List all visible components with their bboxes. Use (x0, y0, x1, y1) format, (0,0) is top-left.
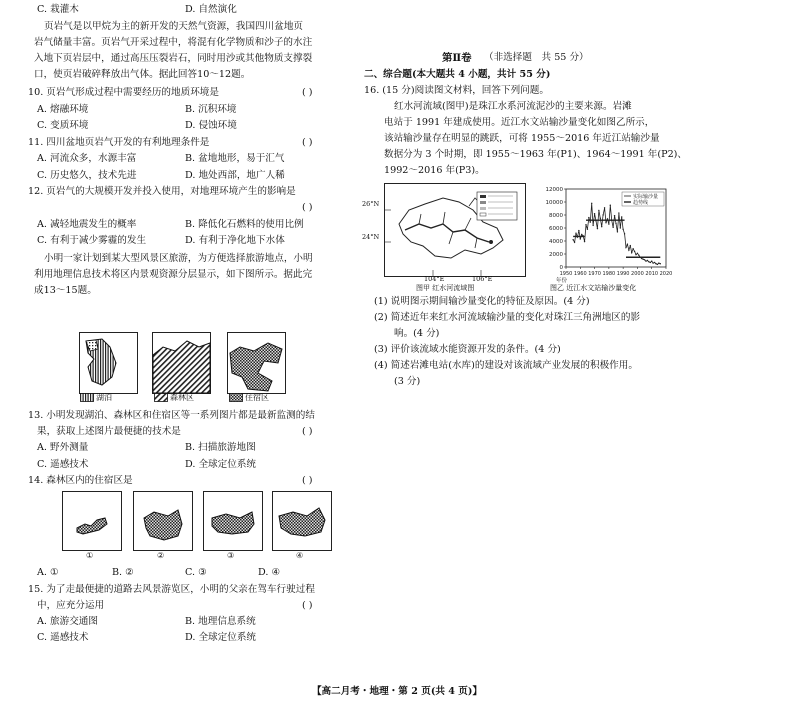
passage1-line1: 页岩气是以甲烷为主的新开发的天然气资源，我国四川盆地页 (44, 21, 304, 32)
chart-caption: 图乙 近江水文站输沙量变化 (550, 284, 637, 292)
q13-stem-line1: 13. 小明发现湖泊、森林区和住宿区等一系列图片都是最新监测的结 (28, 410, 315, 421)
chart-point (601, 226, 602, 227)
q14-stem: 14. 森林区内的住宿区是 (28, 475, 133, 486)
chart-point (620, 227, 621, 228)
chart-point (621, 216, 622, 217)
chart-point (590, 221, 591, 222)
q16-passage-line4: 数据分为 3 个时期，即 1955～1963 年(P1)、1964～1991 年(P2)、 (384, 149, 688, 160)
chart-y-tick-label: 6000 (549, 226, 563, 232)
part2-heading: 二、综合题(本大题共 4 小题，共计 55 分) (364, 69, 551, 80)
chart-point (580, 238, 581, 239)
chart-point (588, 217, 589, 218)
passage2-line1: 小明一家计划到某大型风景区旅游，为方便选择旅游地点，小明 (44, 253, 313, 264)
q10-option-b[interactable]: B. 沉积环境 (185, 104, 237, 115)
page-footer: 【高二月考・地理・第 2 页(共 4 页)】 (311, 686, 483, 697)
q10-answer-paren[interactable]: ( ) (302, 87, 313, 98)
chart-point (600, 218, 601, 219)
residential-shape (228, 333, 285, 393)
chart-point (630, 245, 631, 246)
chart-point (607, 218, 608, 219)
passage1-line4: 口，使页岩破碎释放出气体。据此回答10～12题。 (34, 69, 251, 80)
chart-point (651, 260, 652, 261)
q16-sub3: (3) 评价该流域水能资源开发的条件。(4 分) (374, 344, 561, 355)
q13-option-c[interactable]: C. 遥感技术 (37, 459, 89, 470)
map-lon-106: 106°E (472, 275, 493, 283)
q11-option-b[interactable]: B. 盆地地形，易于汇气 (185, 153, 285, 164)
chart-point (584, 241, 585, 242)
q9-option-d: D. 自然演化 (185, 4, 237, 15)
q12-option-d[interactable]: D. 有利于净化地下水体 (185, 235, 285, 246)
chart-point (608, 223, 609, 224)
q14-option-d[interactable]: D. ④ (258, 567, 281, 578)
chart-point (587, 229, 588, 230)
q12-option-a[interactable]: A. 减轻地震发生的概率 (37, 219, 137, 230)
chart-point (628, 249, 629, 250)
q14-image-label-3: ③ (227, 551, 235, 560)
chart-y-tick-label: 0 (559, 265, 563, 271)
chart-point (575, 233, 576, 234)
q12-answer-paren[interactable]: ( ) (302, 202, 313, 213)
chart-point (657, 264, 658, 265)
q11-option-d[interactable]: D. 地处西部，地广人稀 (185, 170, 285, 181)
q13-option-a[interactable]: A. 野外测量 (37, 442, 89, 453)
chart-point (574, 242, 575, 243)
chart-point (581, 234, 582, 235)
chart-point (631, 252, 632, 253)
q11-option-c[interactable]: C. 历史悠久，技术先进 (37, 170, 137, 181)
chart-x-tick-label: 1980 (602, 271, 616, 277)
passage2-line2: 利用地理信息技术将区内景观资源分层显示，如下图所示。据此完 (34, 269, 313, 280)
q14-shape-3 (204, 492, 262, 550)
layer-lake-image (79, 332, 138, 394)
q14-image-1 (62, 491, 122, 551)
q15-stem-line2: 中，应充分运用 (37, 600, 105, 611)
q14-option-b[interactable]: B. ② (112, 567, 134, 578)
q16-sub4-line1: (4) 简述岩滩电站(水库)的建设对该流域产业发展的积极作用。 (374, 360, 638, 371)
q16-passage-line2: 电站于 1991 年建成使用。近江水文站输沙量变化如图乙所示， (384, 117, 655, 128)
chart-x-tick-label: 1960 (573, 271, 587, 277)
chart-x-tick-label: 1970 (588, 271, 601, 277)
chart-point (645, 260, 646, 261)
q13-stem-line2: 果，获取上述图片最便捷的技术是 (37, 426, 181, 437)
passage1-line2: 岩气储量丰富。页岩气开采过程中，将混有化学物质和沙子的水注 (34, 37, 313, 48)
chart-point (655, 263, 656, 264)
q15-option-d[interactable]: D. 全球定位系统 (185, 632, 257, 643)
q14-image-label-4: ④ (296, 551, 304, 560)
chart-point (660, 263, 661, 264)
q16-sub2-line2: 响。(4 分) (394, 328, 440, 339)
chart-point (592, 225, 593, 226)
q13-answer-paren[interactable]: ( ) (302, 426, 313, 437)
q14-image-3 (203, 491, 263, 551)
q14-image-label-1: ① (86, 551, 94, 560)
layer-forest-image (152, 332, 211, 394)
passage2-line3: 成13～15题。 (34, 285, 97, 296)
chart-y-tick-label: 8000 (549, 213, 563, 219)
q10-option-c[interactable]: C. 变质环境 (37, 120, 89, 131)
chart-point (612, 227, 613, 228)
q15-option-c[interactable]: C. 遥感技术 (37, 632, 89, 643)
q15-option-a[interactable]: A. 旅游交通图 (37, 616, 98, 627)
basin-map (384, 183, 526, 277)
chart-point (635, 254, 636, 255)
map-lon-104: 104°E (424, 275, 445, 283)
chart-y-tick-label: 2000 (549, 252, 563, 258)
chart-point (624, 233, 625, 234)
q10-option-d[interactable]: D. 侵蚀环境 (185, 120, 237, 131)
chart-point (572, 239, 573, 240)
chart-point (591, 203, 592, 204)
q14-shape-2 (134, 492, 192, 550)
q16-sub1: (1) 说明图示期间输沙量变化的特征及原因。(4 分) (374, 296, 590, 307)
q9-option-c: C. 栽灌木 (37, 4, 79, 15)
q14-option-c[interactable]: C. ③ (185, 567, 207, 578)
chart-point (610, 205, 611, 206)
chart-point (615, 223, 616, 224)
lake-legend-label: 湖泊 (96, 393, 112, 402)
q14-image-label-2: ② (157, 551, 165, 560)
forest-legend-label: 森林区 (170, 393, 194, 402)
chart-x-tick-label: 1950 (559, 271, 573, 277)
chart-point (644, 259, 645, 260)
chart-point (605, 222, 606, 223)
chart-y-tick-label: 10000 (545, 200, 563, 206)
chart-legend-trend-label: 趋势线 (633, 200, 649, 206)
map-lat-26: 26°N (362, 200, 380, 208)
chart-x-tick-label: 2000 (631, 271, 644, 277)
chart-point (598, 210, 599, 211)
q16-sub2-line1: (2) 简述近年来红水河流域输沙量的变化对珠江三角洲地区的影 (374, 312, 641, 323)
chart-point (618, 212, 619, 213)
sediment-chart (536, 183, 673, 284)
q15-option-b[interactable]: B. 地理信息系统 (185, 616, 256, 627)
lake-shape (80, 333, 137, 393)
chart-point (634, 251, 635, 252)
q14-image-2 (133, 491, 193, 551)
map-lat-24: 24°N (362, 233, 380, 241)
map-caption: 图甲 红水河流域图 (416, 284, 475, 292)
chart-point (637, 253, 638, 254)
chart-point (647, 260, 648, 261)
chart-point (578, 230, 579, 231)
q15-stem-line1: 15. 为了走最便捷的道路去风景游览区，小明的父亲在驾车行驶过程 (28, 584, 315, 595)
chart-x-tick-label: 2020 (659, 271, 673, 277)
q16-sub4-line2: (3 分) (394, 376, 421, 387)
q16-passage-line5: 1992～2016 年(P3)。 (384, 165, 485, 176)
chart-point (641, 258, 642, 259)
chart-point (622, 229, 623, 230)
q14-shape-1 (63, 492, 121, 550)
q16-passage-line3: 该站输沙量存在明显的跳跃，可将 1955～2016 年近江站输沙量 (384, 133, 660, 144)
forest-legend-swatch (154, 393, 168, 402)
chart-point (650, 262, 651, 263)
chart-x-tick-label: 2010 (645, 271, 659, 277)
q11-stem: 11. 四川盆地页岩气开发的有利地理条件是 (28, 137, 210, 148)
chart-point (627, 244, 628, 245)
chart-point (648, 261, 649, 262)
forest-shape (153, 333, 210, 393)
chart-x-axis-label: 年份 (556, 278, 568, 284)
chart-point (594, 213, 595, 214)
passage1-line3: 入地下页岩层中，通过高压压裂岩石，同时用沙或其他物质支撑裂 (34, 53, 313, 64)
q14-image-4 (272, 491, 332, 551)
chart-point (654, 262, 655, 263)
q13-option-d[interactable]: D. 全球定位系统 (185, 459, 257, 470)
q14-option-a[interactable]: A. ① (37, 567, 59, 578)
chart-legend-actual-label: 实际输沙量 (633, 194, 659, 200)
chart-point (617, 231, 618, 232)
chart-y-tick-label: 12000 (545, 187, 563, 193)
chart-point (632, 248, 633, 249)
basin-map-drawing (385, 184, 525, 276)
chart-point (652, 262, 653, 263)
q11-option-a[interactable]: A. 河流众多，水源丰富 (37, 153, 137, 164)
chart-point (638, 255, 639, 256)
q14-shape-4 (273, 492, 331, 550)
residential-legend-swatch (229, 393, 243, 402)
chart-point (585, 224, 586, 225)
q10-option-a[interactable]: A. 熔融环境 (37, 104, 89, 115)
chart-point (625, 247, 626, 248)
chart-point (597, 228, 598, 229)
chart-point (604, 207, 605, 208)
section-subtitle: （非选择题 共 55 分） (484, 52, 589, 63)
section-title: 第Ⅱ卷 (442, 52, 472, 64)
q15-answer-paren[interactable]: ( ) (302, 600, 313, 611)
q10-stem: 10. 页岩气形成过程中需要经历的地质环境是 (28, 87, 219, 98)
q14-answer-paren[interactable]: ( ) (302, 475, 313, 486)
layer-residential-image (227, 332, 286, 394)
q12-stem: 12. 页岩气的大规模开发并投入使用，对地理环境产生的影响是 (28, 186, 296, 197)
q16-stem: 16. (15 分)阅读图文材料，回答下列问题。 (364, 85, 549, 96)
q12-option-b[interactable]: B. 降低化石燃料的使用比例 (185, 219, 304, 230)
chart-point (642, 259, 643, 260)
q13-option-b[interactable]: B. 扫描旅游地图 (185, 442, 256, 453)
chart-x-tick-label: 1990 (616, 271, 630, 277)
chart-point (614, 215, 615, 216)
chart-point (602, 214, 603, 215)
lake-legend-swatch (80, 393, 94, 402)
chart-point (658, 262, 659, 263)
q12-option-c[interactable]: C. 有利于减少雾霾的发生 (37, 235, 147, 246)
q16-passage-line1: 红水河流域(图甲)是珠江水系河流泥沙的主要来源。岩滩 (394, 101, 632, 112)
chart-y-tick-label: 4000 (549, 239, 563, 245)
q11-answer-paren[interactable]: ( ) (302, 137, 313, 148)
residential-legend-label: 住宿区 (245, 393, 269, 402)
